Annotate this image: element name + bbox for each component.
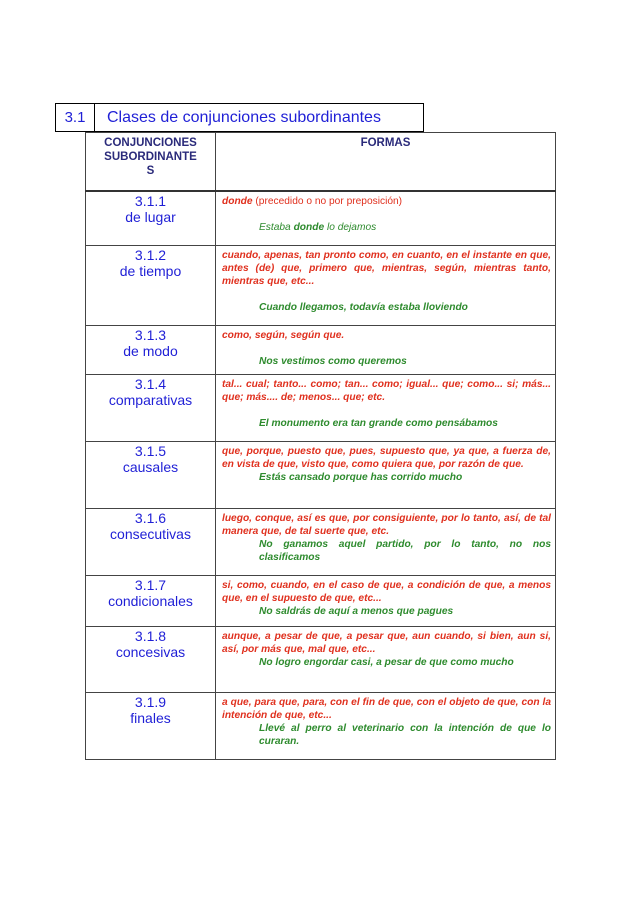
category-name: condicionales: [108, 592, 193, 609]
forms-cell: [216, 692, 556, 759]
forms-text: tal... cual; tanto... como; tan... como; igual... que; como... si; más... que; más.... de; menos... que; etc.: [222, 378, 551, 403]
category-name: de tiempo: [119, 262, 182, 279]
example-text: Nos vestimos como queremos: [259, 355, 407, 367]
category-cell: [86, 575, 216, 626]
category-cell: [86, 191, 216, 245]
category-code: 3.1.5: [134, 442, 167, 459]
table-header-row: [86, 133, 556, 192]
example-text: Estaba donde lo dejamos: [259, 222, 377, 233]
forms-text: que, porque, puesto que, pues, supuesto que, ya que, a fuerza de, en vista de que, visto que, como quiera que, por razón de que.: [222, 445, 551, 470]
table-row: [86, 626, 556, 692]
example-text: Estás cansado porque has corrido mucho: [259, 471, 463, 483]
section-number: 3.1: [55, 103, 95, 132]
example-text: No saldrás de aquí a menos que pagues: [259, 605, 454, 617]
category-code: 3.1.7: [134, 576, 167, 593]
category-name: causales: [122, 458, 179, 475]
table-row: [86, 325, 556, 374]
table-row: [86, 245, 556, 325]
category-code: 3.1.1: [134, 193, 167, 209]
table-row: [86, 575, 556, 626]
category-cell: [86, 508, 216, 575]
example-text: El monumento era tan grande como pensábamos: [259, 417, 498, 429]
table-row: [86, 191, 556, 245]
forms-text: a que, para que, para, con el fin de que, con el objeto de que, con la intención de que, etc...: [222, 696, 551, 721]
category-cell: [86, 374, 216, 441]
forms-cell: [216, 245, 556, 325]
section-header: [55, 103, 424, 132]
forms-text: aunque, a pesar de que, a pesar que, aun cuando, si bien, aun si, así, por más que, mal que, etc...: [222, 630, 551, 655]
header-conjunciones: CONJUNCIONES SUBORDINANTE S: [86, 133, 216, 192]
category-code: 3.1.6: [134, 509, 167, 526]
example-text: Cuando llegamos, todavía estaba lloviendo: [259, 301, 468, 313]
forms-text: cuando, apenas, tan pronto como, en cuanto, en el instante en que, antes (de) que, primero que, mientras, según, mientras tanto, mientras que, etc...: [222, 249, 551, 287]
category-name: consecutivas: [110, 525, 191, 542]
table-row: [86, 508, 556, 575]
forms-text: donde (precedido o no por preposición): [222, 196, 403, 207]
category-cell: [86, 626, 216, 692]
example-text: No ganamos aquel partido, por lo tanto, no nos clasificamos: [259, 538, 551, 563]
forms-cell: [216, 626, 556, 692]
table-row: [86, 374, 556, 441]
table-row: [86, 441, 556, 508]
category-cell: [86, 325, 216, 374]
example-text: No logro engordar casi, a pesar de que como mucho: [259, 656, 514, 668]
header-formas: FORMAS: [216, 133, 556, 192]
example-text: Llevé al perro al veterinario con la intención de que lo curaran.: [259, 722, 551, 747]
forms-cell: [216, 374, 556, 441]
category-code: 3.1.3: [134, 326, 167, 343]
forms-text: si, como, cuando, en el caso de que, a condición de que, a menos que, en el supuesto de que, etc...: [222, 579, 551, 604]
forms-cell: [216, 325, 556, 374]
category-cell: [86, 245, 216, 325]
category-name: finales: [130, 709, 171, 726]
forms-cell: [216, 441, 556, 508]
forms-cell: [216, 508, 556, 575]
table-row: [86, 692, 556, 759]
forms-text: luego, conque, así es que, por consiguiente, por lo tanto, así, de tal manera que, de tal suerte que, etc.: [222, 512, 551, 537]
category-cell: [86, 441, 216, 508]
category-name: concesivas: [115, 643, 186, 660]
category-cell: [86, 692, 216, 759]
conjunctions-table: [85, 132, 556, 760]
category-code: 3.1.9: [134, 693, 167, 710]
category-name: comparativas: [108, 391, 193, 408]
section-title: Clases de conjunciones subordinantes: [95, 103, 424, 132]
category-code: 3.1.2: [134, 246, 167, 263]
category-code: 3.1.8: [134, 627, 167, 644]
category-name: de lugar: [125, 209, 176, 225]
forms-cell: [216, 575, 556, 626]
forms-cell: [216, 191, 556, 245]
category-code: 3.1.4: [134, 375, 167, 392]
category-name: de modo: [123, 342, 178, 359]
forms-text: como, según, según que.: [222, 329, 345, 341]
